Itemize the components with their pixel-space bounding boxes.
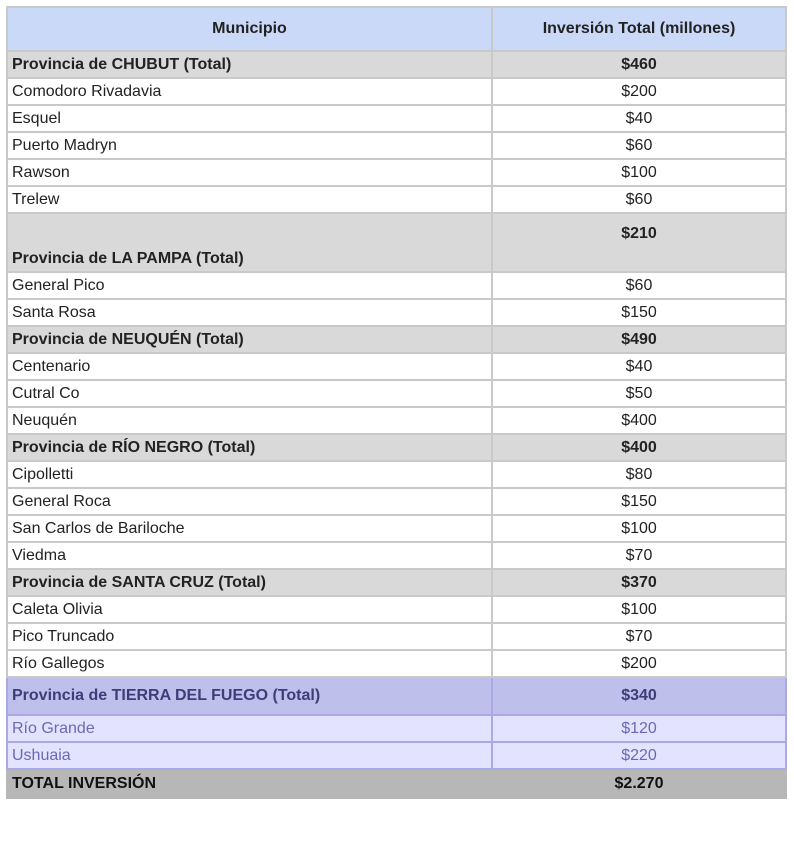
table-row (7, 132, 786, 159)
municipio-value: $60 (492, 132, 786, 159)
municipio-value: $400 (492, 407, 786, 434)
municipio-name: Santa Rosa (7, 299, 492, 326)
municipio-name: Cutral Co (7, 380, 492, 407)
municipio-value: $70 (492, 542, 786, 569)
municipio-name: Caleta Olivia (7, 596, 492, 623)
municipio-value: $50 (492, 380, 786, 407)
municipio-name: Río Grande (7, 715, 492, 742)
municipio-name: General Roca (7, 488, 492, 515)
table-row (7, 596, 786, 623)
municipio-name: Río Gallegos (7, 650, 492, 677)
province-name: Provincia de NEUQUÉN (Total) (7, 326, 492, 353)
municipio-value: $70 (492, 623, 786, 650)
header-municipio: Municipio (7, 7, 492, 51)
municipio-value: $100 (492, 596, 786, 623)
table-row[interactable] (7, 742, 786, 769)
municipio-value: $220 (492, 742, 786, 769)
municipio-value: $120 (492, 715, 786, 742)
municipio-value: $150 (492, 299, 786, 326)
municipio-value: $100 (492, 159, 786, 186)
municipio-value: $200 (492, 650, 786, 677)
table-row (7, 650, 786, 677)
province-name: Provincia de TIERRA DEL FUEGO (Total) (7, 677, 492, 715)
municipio-value: $40 (492, 105, 786, 132)
table-row (7, 272, 786, 299)
province-total: $490 (492, 326, 786, 353)
table-row (7, 78, 786, 105)
province-total: $370 (492, 569, 786, 596)
municipio-name: Centenario (7, 353, 492, 380)
province-name: Provincia de CHUBUT (Total) (7, 51, 492, 78)
municipio-value: $100 (492, 515, 786, 542)
grand-total-value: $2.270 (492, 769, 786, 798)
municipio-name: Trelew (7, 186, 492, 213)
municipio-name: San Carlos de Bariloche (7, 515, 492, 542)
municipio-name: Comodoro Rivadavia (7, 78, 492, 105)
municipio-value: $40 (492, 353, 786, 380)
municipio-name: Cipolletti (7, 461, 492, 488)
province-total: $400 (492, 434, 786, 461)
municipio-value: $150 (492, 488, 786, 515)
province-row-rio-negro (7, 434, 786, 461)
investment-table (6, 6, 787, 799)
municipio-name: Pico Truncado (7, 623, 492, 650)
province-row-neuquen (7, 326, 786, 353)
table-body (7, 51, 786, 798)
province-row-tierra-del-fuego[interactable] (7, 677, 786, 715)
province-total: $210 (492, 213, 786, 272)
grand-total-row (7, 769, 786, 798)
table-row (7, 407, 786, 434)
municipio-name: Rawson (7, 159, 492, 186)
municipio-value: $200 (492, 78, 786, 105)
municipio-name: Viedma (7, 542, 492, 569)
table-row (7, 299, 786, 326)
table-row (7, 186, 786, 213)
municipio-value: $60 (492, 186, 786, 213)
municipio-name: Puerto Madryn (7, 132, 492, 159)
municipio-name: Ushuaia (7, 742, 492, 769)
table-row (7, 105, 786, 132)
table-row (7, 515, 786, 542)
municipio-value: $60 (492, 272, 786, 299)
province-name: Provincia de LA PAMPA (Total) (7, 213, 492, 272)
province-name: Provincia de SANTA CRUZ (Total) (7, 569, 492, 596)
header-inversion: Inversión Total (millones) (492, 7, 786, 51)
province-row-chubut (7, 51, 786, 78)
table-row (7, 380, 786, 407)
province-row-santa-cruz (7, 569, 786, 596)
grand-total-label: TOTAL INVERSIÓN (7, 769, 492, 798)
province-name: Provincia de RÍO NEGRO (Total) (7, 434, 492, 461)
table-row (7, 159, 786, 186)
table-row (7, 542, 786, 569)
municipio-value: $80 (492, 461, 786, 488)
table-header-row (7, 7, 786, 51)
municipio-name: Neuquén (7, 407, 492, 434)
table-row (7, 488, 786, 515)
municipio-name: Esquel (7, 105, 492, 132)
table-row (7, 353, 786, 380)
province-row-la-pampa (7, 213, 786, 272)
table-row[interactable] (7, 715, 786, 742)
municipio-name: General Pico (7, 272, 492, 299)
table-row (7, 623, 786, 650)
table-row (7, 461, 786, 488)
province-total: $340 (492, 677, 786, 715)
province-total: $460 (492, 51, 786, 78)
